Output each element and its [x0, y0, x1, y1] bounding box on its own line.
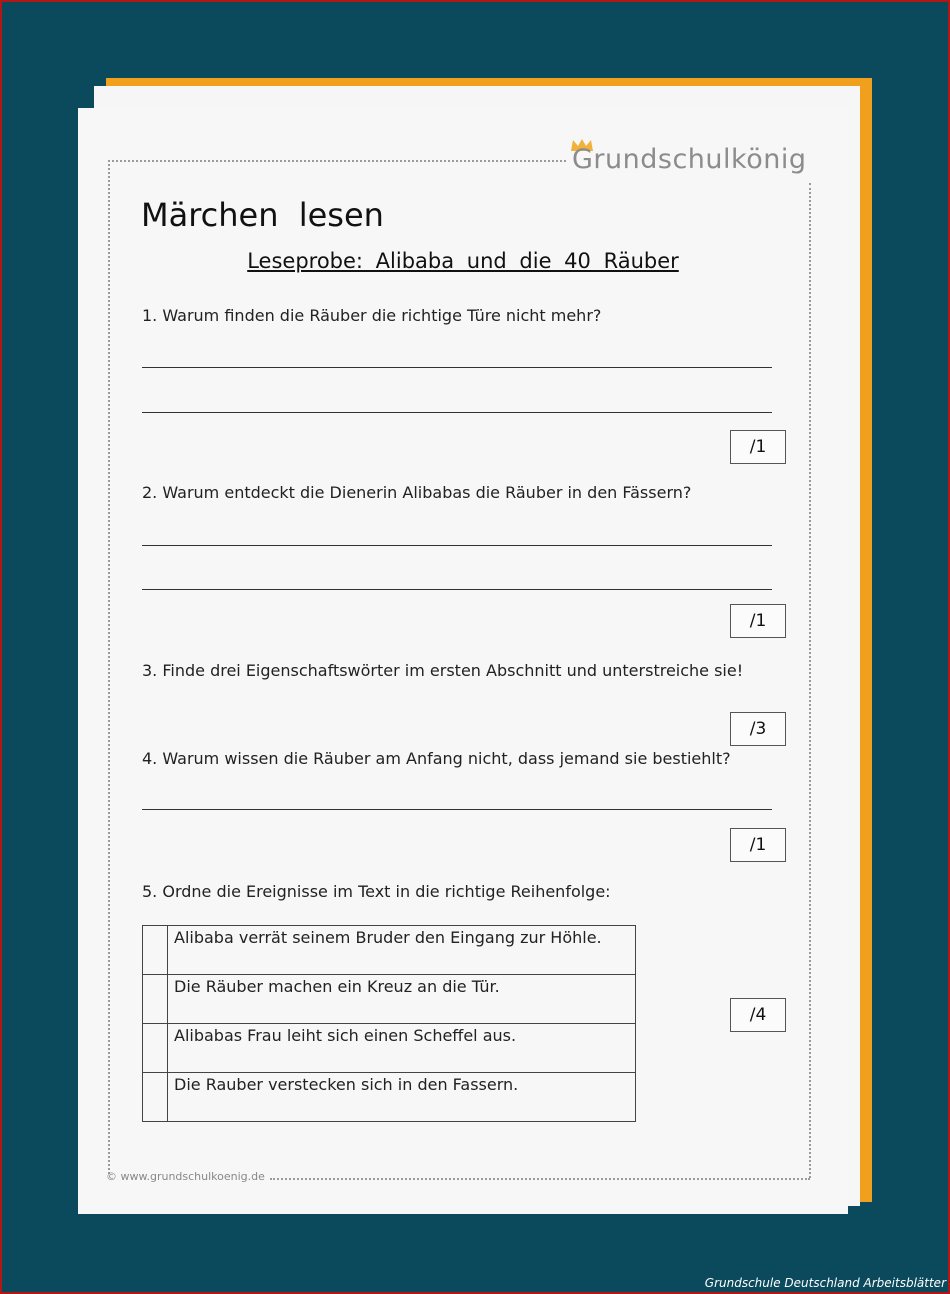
question-2: 2. Warum entdeckt die Dienerin Alibabas die Räuber in den Fässern? [142, 483, 692, 502]
event-text: Die Räuber machen ein Kreuz an die Tür. [168, 975, 636, 1024]
answer-line[interactable] [142, 589, 772, 590]
event-order-table [142, 925, 636, 1122]
order-number-cell[interactable] [143, 1024, 168, 1073]
question-1: 1. Warum finden die Räuber die richtige Türe nicht mehr? [142, 306, 602, 325]
dotted-border-top [108, 160, 566, 162]
order-number-cell[interactable] [143, 926, 168, 975]
score-box: /1 [730, 604, 786, 638]
copyright-note: © www.grundschulkoenig.de [106, 1170, 265, 1183]
score-box: /4 [730, 998, 786, 1032]
page-title: Märchen lesen [141, 196, 384, 234]
question-3: 3. Finde drei Eigenschaftswörter im ersten Abschnitt und unterstreiche sie! [142, 661, 744, 680]
answer-line[interactable] [142, 809, 772, 810]
dotted-border-bottom [270, 1178, 810, 1180]
dotted-border-left [108, 160, 110, 1174]
event-text: Die Rauber verstecken sich in den Fassern. [168, 1073, 636, 1122]
answer-line[interactable] [142, 545, 772, 546]
table-row [143, 1073, 636, 1122]
order-number-cell[interactable] [143, 1073, 168, 1122]
worksheet [78, 108, 848, 1214]
page-subtitle: Leseprobe: Alibaba und die 40 Räuber [247, 249, 679, 273]
table-row [143, 975, 636, 1024]
score-box: /1 [730, 430, 786, 464]
event-text: Alibabas Frau leiht sich einen Scheffel aus. [168, 1024, 636, 1073]
score-box: /1 [730, 828, 786, 862]
question-4: 4. Warum wissen die Räuber am Anfang nicht, dass jemand sie bestiehlt? [142, 749, 731, 768]
table-row [143, 926, 636, 975]
dotted-border-right [809, 183, 811, 1178]
image-caption: Grundschule Deutschland Arbeitsblätter [704, 1276, 946, 1290]
answer-line[interactable] [142, 412, 772, 413]
score-box: /3 [730, 712, 786, 746]
question-5: 5. Ordne die Ereignisse im Text in die richtige Reihenfolge: [142, 882, 611, 901]
order-number-cell[interactable] [143, 975, 168, 1024]
answer-line[interactable] [142, 367, 772, 368]
brand-logo: Grundschulkönig [572, 144, 807, 175]
table-row [143, 1024, 636, 1073]
event-text: Alibaba verrät seinem Bruder den Eingang zur Höhle. [168, 926, 636, 975]
